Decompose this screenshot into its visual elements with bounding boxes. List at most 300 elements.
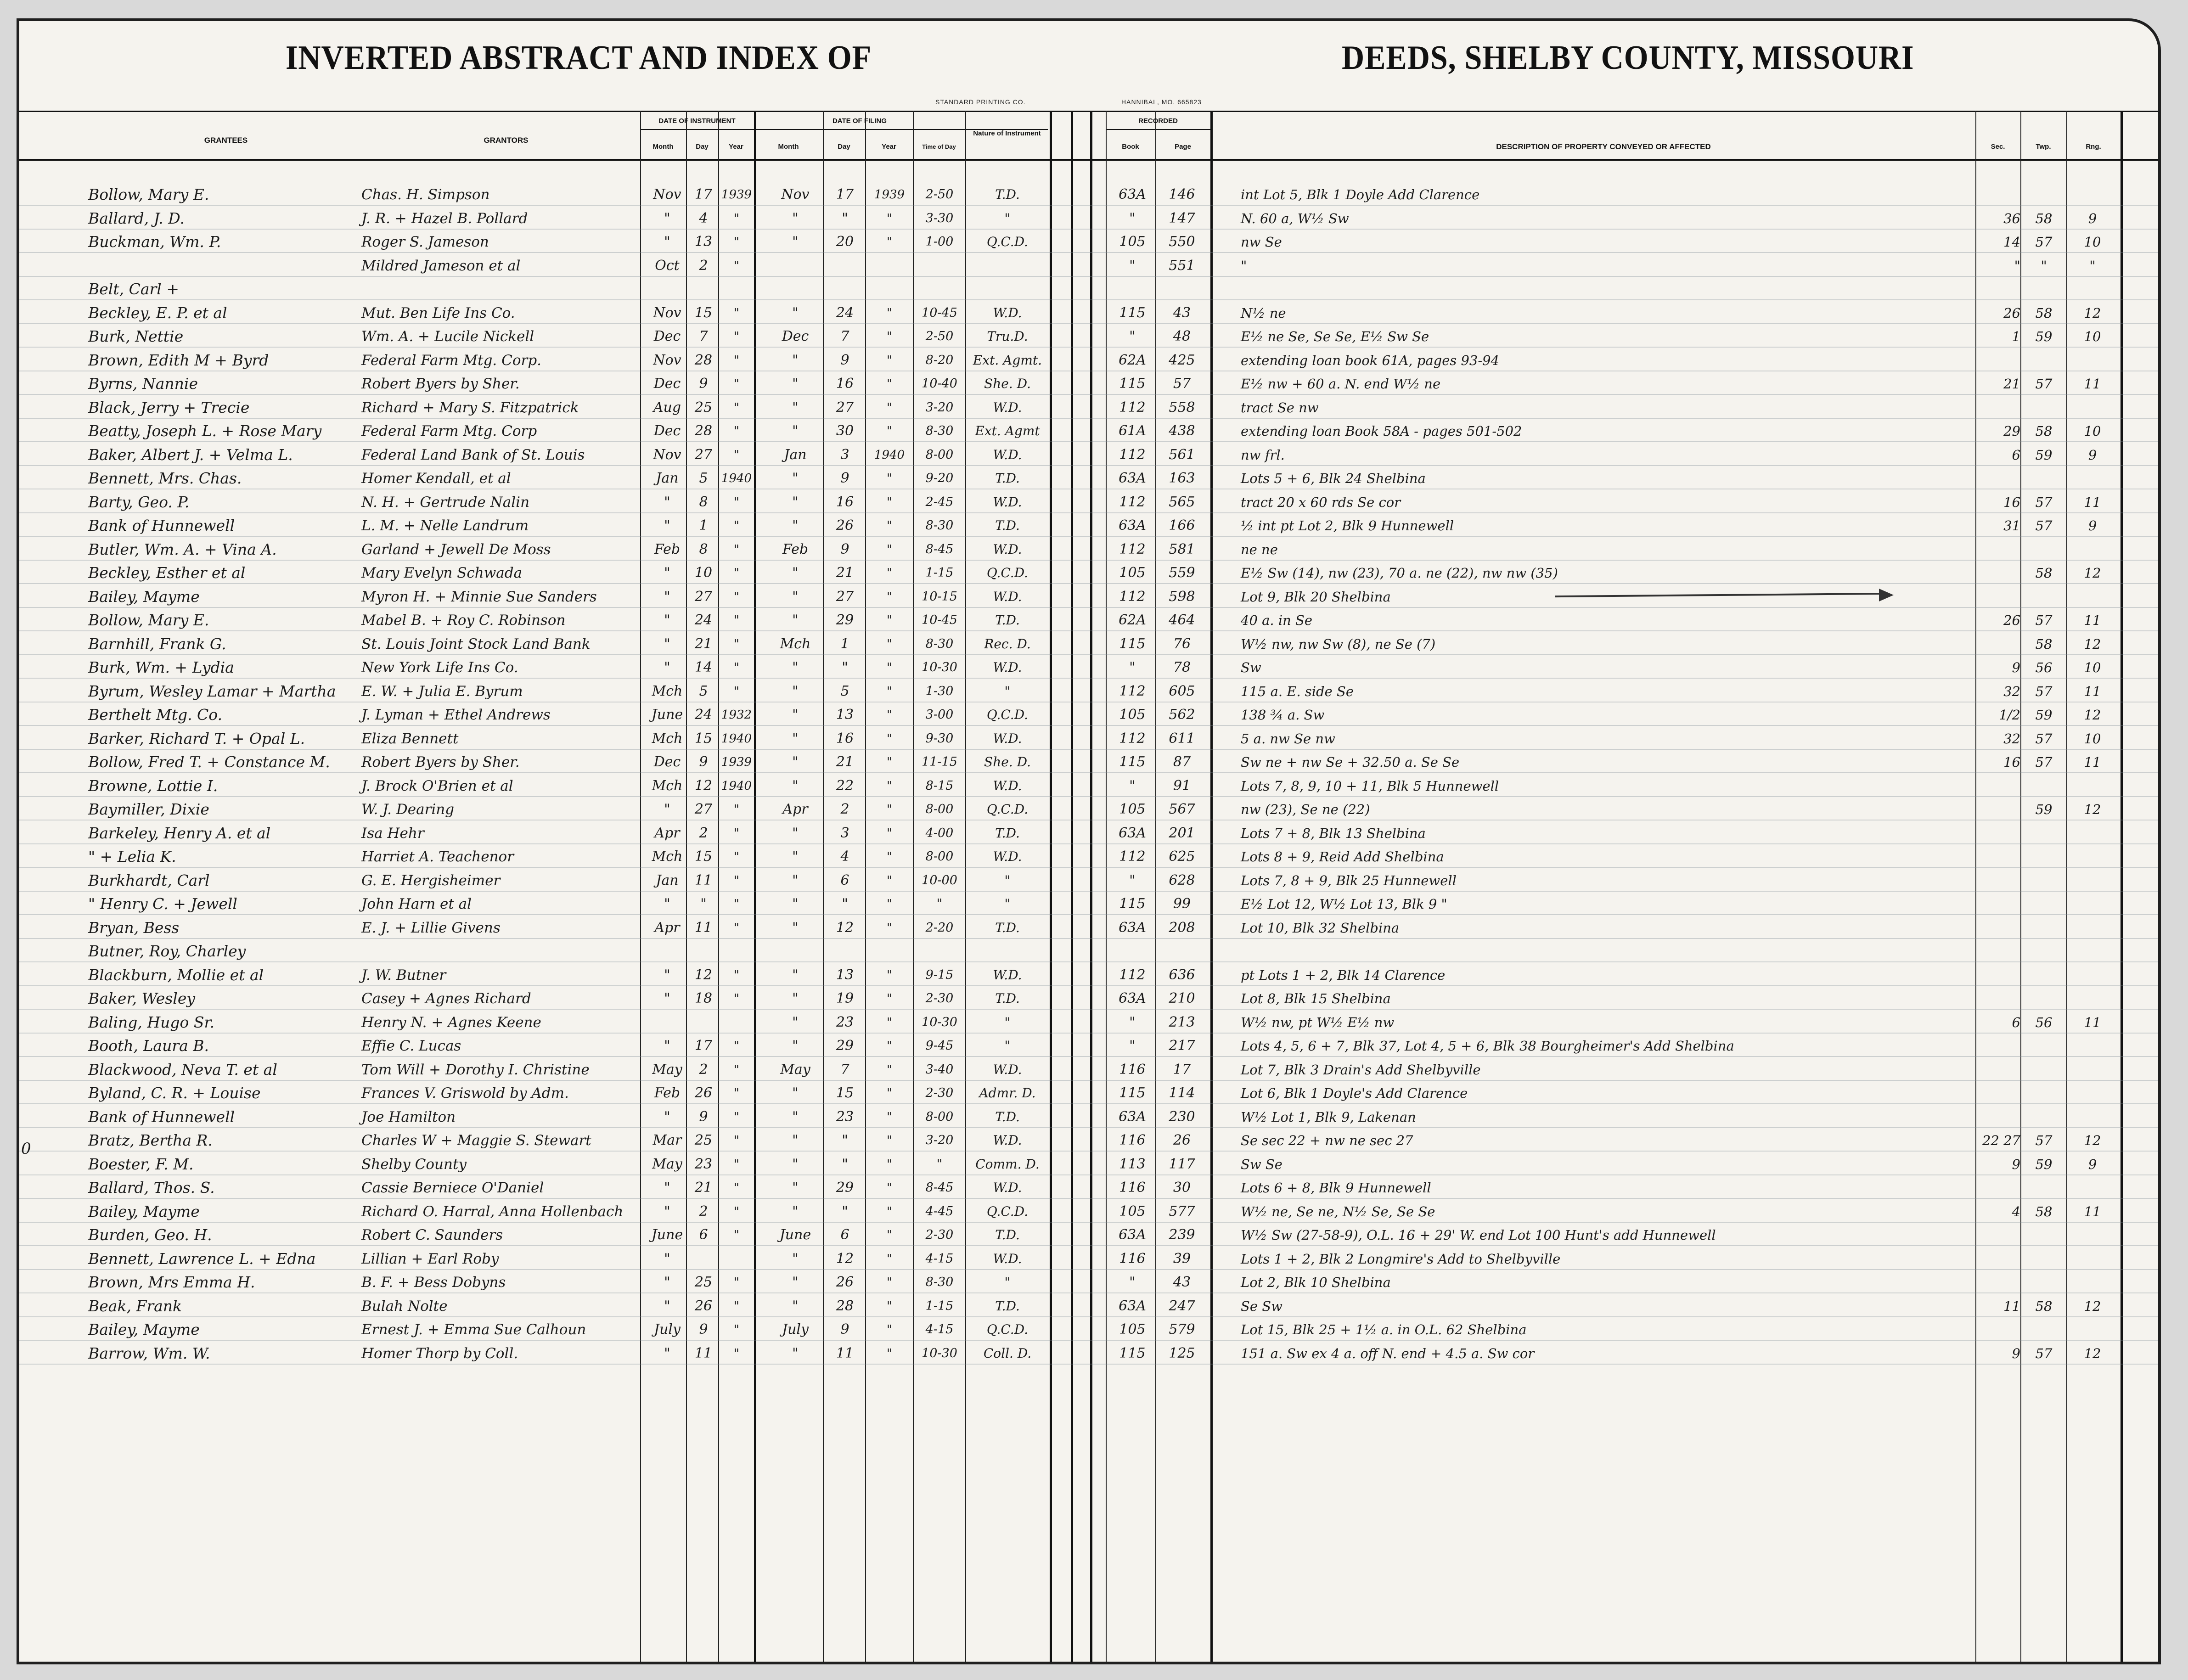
filing-day-cell: " <box>842 896 848 912</box>
table-row <box>19 348 2161 372</box>
filing-day-cell: 21 <box>836 754 854 770</box>
book-cell: 112 <box>1119 848 1146 865</box>
instrument-year-cell: 1940 <box>721 472 752 485</box>
filing-year-cell: " <box>887 1252 892 1266</box>
instrument-day-cell: 2 <box>699 257 708 274</box>
description-cell: 138 ¾ a. Sw <box>1241 707 1325 723</box>
instrument-month-cell: Dec <box>653 423 681 439</box>
description-cell: Se sec 22 + nw ne sec 27 <box>1241 1133 1413 1148</box>
page-cell: 625 <box>1169 848 1195 865</box>
page-cell: 210 <box>1169 990 1195 1006</box>
table-row <box>19 680 2161 703</box>
instrument-nature-cell: Ext. Agmt. <box>973 352 1042 368</box>
instrument-year-cell: " <box>734 258 739 273</box>
township-cell: 57 <box>2035 730 2053 747</box>
filing-time-cell: 8-00 <box>925 1109 954 1124</box>
section-cell: 32 <box>2003 730 2020 747</box>
filing-time-cell: 8-15 <box>925 778 954 793</box>
grantor-cell: Joe Hamilton <box>361 1108 456 1125</box>
instrument-year-cell: 1939 <box>721 188 752 202</box>
grantee-cell: Beak, Frank <box>88 1297 182 1315</box>
township-cell: 57 <box>2035 234 2053 250</box>
filing-time-cell: 9-15 <box>925 967 954 982</box>
filing-time-cell: 4-15 <box>925 1251 954 1266</box>
description-cell: pt Lots 1 + 2, Blk 14 Clarence <box>1241 967 1446 983</box>
page-cell: 78 <box>1173 659 1191 675</box>
grantee-cell: Bryan, Bess <box>88 918 180 937</box>
section-cell: 21 <box>2003 376 2020 392</box>
filing-year-cell: " <box>887 1110 892 1124</box>
page-cell: 464 <box>1169 612 1195 628</box>
filing-month-cell: " <box>792 1298 799 1314</box>
section-cell: 22 27 <box>1982 1133 2020 1148</box>
instrument-day-cell: 12 <box>694 777 713 794</box>
instrument-day-cell: 15 <box>694 304 713 321</box>
range-cell: 10 <box>2084 423 2101 439</box>
instrument-day-cell: 2 <box>699 1203 708 1219</box>
instrument-month-cell: " <box>664 1180 670 1196</box>
instrument-day-cell: 25 <box>694 1132 713 1148</box>
instrument-month-cell: May <box>652 1061 682 1078</box>
instrument-year-cell: " <box>734 1346 739 1360</box>
filing-day-cell: 9 <box>840 541 849 557</box>
book-cell: 115 <box>1119 1345 1146 1361</box>
book-cell: " <box>1129 1014 1136 1030</box>
grantor-cell: E. J. + Lillie Givens <box>361 919 501 936</box>
book-cell: 112 <box>1119 541 1146 557</box>
filing-year-cell: " <box>887 1275 892 1289</box>
instrument-day-cell: 18 <box>694 990 713 1006</box>
instrument-month-cell: " <box>664 990 670 1006</box>
book-cell: 112 <box>1119 494 1146 510</box>
page-cell: 39 <box>1173 1250 1191 1267</box>
filing-day-cell: 1 <box>840 635 849 652</box>
instrument-month-cell: Nov <box>653 446 681 463</box>
filing-month-cell: " <box>792 1038 799 1054</box>
filing-day-cell: 19 <box>836 990 854 1006</box>
filing-day-cell: 12 <box>836 919 854 936</box>
instrument-month-cell: " <box>664 517 670 534</box>
description-cell: nw Se <box>1241 234 1282 250</box>
filing-month-cell: " <box>792 1014 799 1030</box>
table-row <box>19 845 2161 869</box>
book-cell: " <box>1129 210 1136 226</box>
book-cell: 112 <box>1119 730 1146 747</box>
township-cell: 59 <box>2035 802 2053 817</box>
grantor-cell: L. M. + Nelle Landrum <box>361 517 529 534</box>
page-cell: 425 <box>1169 352 1195 368</box>
filing-time-cell: 4-15 <box>925 1322 954 1337</box>
instrument-month-cell: Dec <box>653 376 681 392</box>
filing-year-cell: " <box>887 235 892 249</box>
description-cell: Lot 8, Blk 15 Shelbina <box>1241 991 1391 1006</box>
header-twp: Twp. <box>2036 143 2051 151</box>
table-row <box>19 632 2161 656</box>
filing-year-cell: " <box>887 211 892 225</box>
filing-month-cell: " <box>792 730 799 747</box>
filing-time-cell: 2-30 <box>925 1228 954 1242</box>
grantor-cell: John Harn et al <box>361 896 472 912</box>
grantor-cell: Charles W + Maggie S. Stewart <box>361 1132 591 1149</box>
page-cell: 57 <box>1173 376 1191 392</box>
instrument-year-cell: " <box>734 1110 739 1124</box>
filing-time-cell: 1-15 <box>925 566 954 580</box>
instrument-day-cell: 14 <box>694 659 713 675</box>
instrument-day-cell: 15 <box>694 730 713 747</box>
page-cell: 146 <box>1169 186 1195 202</box>
description-cell: Lots 8 + 9, Reid Add Shelbina <box>1241 849 1444 865</box>
section-cell: 32 <box>2003 683 2020 699</box>
grantor-cell: Shelby County <box>361 1156 467 1173</box>
instrument-nature-cell: W.D. <box>993 494 1022 510</box>
instrument-month-cell: Mch <box>652 730 683 747</box>
grantor-cell: N. H. + Gertrude Nalin <box>361 494 530 511</box>
instrument-year-cell: " <box>734 803 739 816</box>
grantee-cell: Beckley, E. P. et al <box>88 303 227 322</box>
description-cell: ne ne <box>1241 541 1278 557</box>
instrument-month-cell: " <box>664 612 670 628</box>
filing-time-cell: 8-20 <box>925 353 954 367</box>
grantor-cell: Bulah Nolte <box>361 1298 448 1315</box>
book-cell: 62A <box>1119 612 1146 628</box>
filing-month-cell: Mch <box>780 635 811 652</box>
book-cell: 105 <box>1119 801 1146 817</box>
range-cell: 11 <box>2084 612 2101 628</box>
instrument-month-cell: June <box>651 707 683 723</box>
grantee-cell: Bennett, Mrs. Chas. <box>88 469 242 487</box>
filing-time-cell: 4-45 <box>925 1204 954 1219</box>
filing-year-cell: " <box>887 306 892 320</box>
grantor-cell: Cassie Berniece O'Daniel <box>361 1180 544 1196</box>
grantee-cell: Baker, Albert J. + Velma L. <box>88 445 293 464</box>
filing-day-cell: 30 <box>836 423 854 439</box>
description-cell: 40 a. in Se <box>1241 612 1313 628</box>
grantor-cell: Eliza Bennett <box>361 730 459 747</box>
description-cell: W½ nw, pt W½ E½ nw <box>1241 1014 1395 1030</box>
grantor-cell: Richard O. Harral, Anna Hollenbach <box>361 1203 624 1220</box>
grantee-cell: Ballard, J. D. <box>88 209 185 227</box>
grantor-cell: Effie C. Lucas <box>361 1038 461 1054</box>
grantee-cell: Barkeley, Henry A. et al <box>88 824 271 842</box>
instrument-nature-cell: T.D. <box>995 1109 1020 1124</box>
book-cell: 63A <box>1119 1108 1146 1125</box>
grantor-cell: J. Brock O'Brien et al <box>361 777 513 794</box>
page-cell: 48 <box>1173 328 1191 344</box>
instrument-year-cell: " <box>734 1204 739 1219</box>
page-cell: 30 <box>1173 1180 1191 1196</box>
description-cell: Sw ne + nw Se + 32.50 a. Se Se <box>1241 754 1460 770</box>
township-cell: 58 <box>2035 210 2053 226</box>
township-cell: " <box>2041 258 2047 274</box>
grantee-cell: Berthelt Mtg. Co. <box>88 706 223 724</box>
header-sec: Sec. <box>1991 143 2005 151</box>
instrument-nature-cell: She. D. <box>984 754 1031 770</box>
instrument-day-cell: 8 <box>699 494 708 510</box>
table-row <box>19 963 2161 987</box>
page-cell: 91 <box>1173 777 1191 794</box>
instrument-day-cell: 5 <box>699 470 708 486</box>
instrument-nature-cell: W.D. <box>993 541 1022 557</box>
instrument-month-cell: " <box>664 588 670 605</box>
table-row <box>19 443 2161 467</box>
filing-month-cell: June <box>779 1227 811 1243</box>
instrument-year-cell: " <box>734 1062 739 1077</box>
description-cell: Lots 4, 5, 6 + 7, Blk 37, Lot 4, 5 + 6, Blk 38 Bourgheimer's Add Shelbina <box>1241 1038 1734 1054</box>
description-cell: int Lot 5, Blk 1 Doyle Add Clarence <box>1241 187 1480 202</box>
description-cell: tract Se nw <box>1241 399 1319 416</box>
grantee-cell: Bollow, Mary E. <box>88 611 209 629</box>
grantee-cell: Beckley, Esther et al <box>88 564 246 582</box>
page-cell: 114 <box>1169 1085 1195 1101</box>
township-cell: 59 <box>2035 707 2053 723</box>
instrument-year-cell: 1940 <box>721 779 752 793</box>
header-date-of-filing: DATE OF FILING <box>832 117 887 125</box>
grantor-cell: Henry N. + Agnes Keene <box>361 1014 541 1031</box>
instrument-month-cell: Mch <box>652 683 683 699</box>
instrument-nature-cell: W.D. <box>993 1180 1022 1195</box>
filing-time-cell: 9-45 <box>925 1039 954 1053</box>
section-cell: 26 <box>2003 612 2020 628</box>
table-row <box>19 798 2161 821</box>
grantee-cell: Baymiller, Dixie <box>88 800 209 818</box>
page-cell: 147 <box>1169 210 1195 226</box>
page-cell: 125 <box>1169 1345 1195 1361</box>
section-cell: 9 <box>2012 1156 2020 1172</box>
page-cell: 166 <box>1169 517 1195 534</box>
instrument-month-cell: " <box>664 1250 670 1267</box>
description-cell: W½ Sw (27-58-9), O.L. 16 + 29' W. end Lot 100 Hunt's add Hunnewell <box>1241 1227 1716 1243</box>
filing-day-cell: 28 <box>836 1298 854 1314</box>
instrument-day-cell: 28 <box>694 423 713 439</box>
table-row <box>19 1294 2161 1318</box>
instrument-nature-cell: " <box>1004 1014 1011 1030</box>
instrument-nature-cell: W.D. <box>993 778 1022 793</box>
filing-day-cell: 4 <box>840 848 849 865</box>
filing-year-cell: " <box>887 1015 892 1029</box>
header-page: Page <box>1175 143 1191 151</box>
header-month: Month <box>652 143 674 151</box>
grantee-cell: Burk, Wm. + Lydia <box>88 658 234 676</box>
range-cell: 12 <box>2084 802 2101 817</box>
page-cell: 99 <box>1173 896 1191 912</box>
page-cell: 217 <box>1169 1038 1195 1054</box>
book-cell: 61A <box>1119 423 1146 439</box>
description-cell: Sw <box>1241 660 1261 675</box>
range-cell: 12 <box>2084 565 2101 581</box>
filing-day-cell: 22 <box>836 777 854 794</box>
instrument-year-cell: 1932 <box>721 708 752 722</box>
filing-month-cell: " <box>792 1203 799 1219</box>
filing-year-cell: " <box>887 400 892 415</box>
instrument-year-cell: " <box>734 400 739 415</box>
book-cell: 63A <box>1119 825 1146 841</box>
description-cell: Lots 6 + 8, Blk 9 Hunnewell <box>1241 1180 1431 1196</box>
instrument-day-cell: 9 <box>699 754 708 770</box>
filing-year-cell: " <box>887 755 892 769</box>
grantor-cell: J. W. Butner <box>361 966 446 983</box>
book-cell: 105 <box>1119 565 1146 581</box>
book-cell: 115 <box>1119 896 1146 912</box>
filing-month-cell: May <box>780 1061 810 1078</box>
instrument-year-cell: " <box>734 1323 739 1337</box>
header-grantors: GRANTORS <box>484 136 529 145</box>
grantee-cell: " Henry C. + Jewell <box>88 895 237 913</box>
table-row <box>19 585 2161 609</box>
township-cell: 56 <box>2035 660 2053 675</box>
table-row <box>19 372 2161 396</box>
table-row <box>19 1011 2161 1034</box>
filing-day-cell: 7 <box>840 328 849 344</box>
range-cell: 9 <box>2088 447 2097 463</box>
page-cell: 577 <box>1169 1203 1195 1219</box>
table-row <box>19 939 2161 963</box>
instrument-nature-cell: T.D. <box>995 1227 1020 1242</box>
grantor-cell: Garland + Jewell De Moss <box>361 541 551 558</box>
header-recorded: RECORDED <box>1138 117 1178 125</box>
instrument-day-cell: 10 <box>694 565 713 581</box>
filing-time-cell: 3-30 <box>925 211 954 225</box>
filing-month-cell: " <box>792 777 799 794</box>
instrument-month-cell: Jan <box>656 872 679 888</box>
table-row <box>19 490 2161 514</box>
grantor-cell: Wm. A. + Lucile Nickell <box>361 328 534 345</box>
filing-time-cell: 1-30 <box>925 684 954 698</box>
grantee-cell: Boester, F. M. <box>88 1155 194 1173</box>
table-row <box>19 254 2161 278</box>
book-cell: " <box>1129 328 1136 344</box>
instrument-year-cell: " <box>734 1275 739 1289</box>
filing-time-cell: 1-00 <box>925 235 954 249</box>
instrument-year-cell: " <box>734 637 739 651</box>
section-cell: 14 <box>2003 234 2020 250</box>
table-row <box>19 277 2161 301</box>
section-cell: 29 <box>2003 423 2020 439</box>
book-cell: 116 <box>1119 1180 1146 1196</box>
filing-month-cell: " <box>792 872 799 888</box>
grantee-cell: Booth, Laura B. <box>88 1037 209 1055</box>
instrument-month-cell: Aug <box>653 399 681 416</box>
description-cell: Lot 9, Blk 20 Shelbina <box>1241 589 1391 605</box>
filing-day-cell: 13 <box>836 966 854 983</box>
township-cell: 59 <box>2035 447 2053 463</box>
book-cell: 63A <box>1119 1227 1146 1243</box>
filing-time-cell: 2-45 <box>925 494 954 509</box>
grantor-cell: New York Life Ins Co. <box>361 659 518 676</box>
filing-time-cell: 8-45 <box>925 1180 954 1195</box>
table-row <box>19 1129 2161 1152</box>
filing-month-cell: July <box>782 1321 809 1337</box>
grantor-cell: Robert Byers by Sher. <box>361 754 520 770</box>
instrument-year-cell: 1939 <box>721 755 752 769</box>
table-row <box>19 1152 2161 1176</box>
instrument-month-cell: Feb <box>654 541 681 557</box>
table-row <box>19 419 2161 443</box>
filing-year-cell: " <box>887 330 892 343</box>
section-cell: 9 <box>2012 660 2020 675</box>
filing-time-cell: 8-30 <box>925 518 954 533</box>
page-cell: 558 <box>1169 399 1195 416</box>
book-cell: 116 <box>1119 1132 1146 1148</box>
filing-month-cell: " <box>792 754 799 770</box>
grantee-cell: Burden, Geo. H. <box>88 1226 212 1244</box>
grantor-cell: Federal Land Bank of St. Louis <box>361 446 585 463</box>
filing-year-cell: 1939 <box>874 188 905 202</box>
description-cell: nw frl. <box>1241 447 1285 463</box>
instrument-month-cell: " <box>664 1108 670 1125</box>
grantor-cell: Lillian + Earl Roby <box>361 1250 499 1267</box>
township-cell: 59 <box>2035 1156 2053 1172</box>
instrument-day-cell: 21 <box>694 635 713 652</box>
instrument-month-cell: Nov <box>653 352 681 368</box>
header-rng: Rng. <box>2086 143 2101 151</box>
table-row <box>19 869 2161 893</box>
instrument-month-cell: " <box>664 210 670 226</box>
page-cell: 163 <box>1169 470 1195 486</box>
filing-day-cell: 13 <box>836 707 854 723</box>
description-cell: N½ ne <box>1241 305 1286 321</box>
grantor-cell: Isa Hehr <box>361 825 424 842</box>
table-row <box>19 183 2161 207</box>
instrument-year-cell: " <box>734 850 739 864</box>
range-cell: 11 <box>2084 376 2101 392</box>
filing-day-cell: 3 <box>840 825 849 841</box>
instrument-month-cell: " <box>664 659 670 675</box>
instrument-day-cell: 11 <box>694 872 713 888</box>
filing-year-cell: " <box>887 1204 892 1219</box>
filing-month-cell: " <box>792 1345 799 1361</box>
page-cell: 76 <box>1173 635 1191 652</box>
instrument-year-cell: " <box>734 1228 739 1242</box>
filing-time-cell: " <box>936 1157 943 1171</box>
grantor-cell: Mabel B. + Roy C. Robinson <box>361 612 566 629</box>
printer-imprint-right: HANNIBAL, MO. 665823 <box>1121 98 1202 106</box>
book-cell: 112 <box>1119 588 1146 605</box>
grantee-cell: Burk, Nettie <box>88 327 184 345</box>
filing-month-cell: " <box>792 1274 799 1290</box>
filing-time-cell: 3-00 <box>925 708 954 722</box>
instrument-month-cell: Apr <box>654 919 680 936</box>
page-cell: 611 <box>1169 730 1195 747</box>
table-row <box>19 538 2161 562</box>
filing-year-cell: " <box>887 1181 892 1195</box>
filing-month-cell: " <box>792 707 799 723</box>
instrument-day-cell: 17 <box>694 1038 713 1054</box>
grantee-cell: Bailey, Mayme <box>88 587 200 606</box>
instrument-year-cell: " <box>734 330 739 343</box>
filing-year-cell: " <box>887 1299 892 1313</box>
filing-time-cell: 8-00 <box>925 447 954 462</box>
grantee-cell: Butler, Wm. A. + Vina A. <box>88 540 277 558</box>
instrument-day-cell: 25 <box>694 399 713 416</box>
book-cell: 116 <box>1119 1250 1146 1267</box>
description-cell: Lots 7, 8, 9, 10 + 11, Blk 5 Hunnewell <box>1241 778 1499 794</box>
page-cell: 598 <box>1169 588 1195 605</box>
filing-year-cell: " <box>887 850 892 864</box>
book-cell: " <box>1129 1274 1136 1290</box>
header-nature: Nature of Instrument <box>973 129 1041 137</box>
instrument-month-cell: Dec <box>653 328 681 344</box>
table-row <box>19 1200 2161 1224</box>
table-row <box>19 1176 2161 1200</box>
instrument-nature-cell: Q.C.D. <box>986 234 1029 249</box>
description-cell: W½ Lot 1, Blk 9, Lakenan <box>1241 1109 1416 1125</box>
instrument-nature-cell: " <box>1004 210 1011 226</box>
description-cell: extending loan Book 58A - pages 501-502 <box>1241 423 1522 439</box>
grantee-cell: Barty, Geo. P. <box>88 493 190 511</box>
description-cell: extending loan book 61A, pages 93-94 <box>1241 352 1500 368</box>
instrument-day-cell: 9 <box>699 376 708 392</box>
filing-day-cell: 29 <box>836 612 854 628</box>
